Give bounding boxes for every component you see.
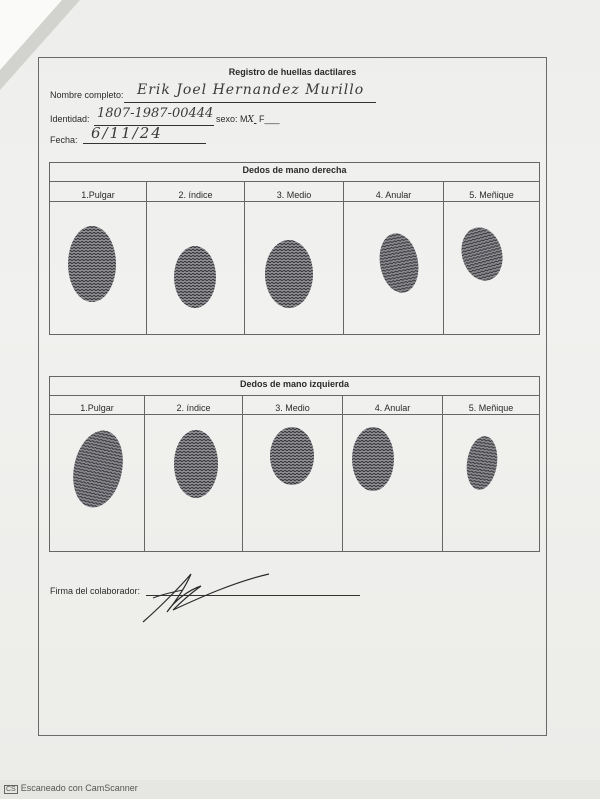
fingerprint-icon [172,243,218,311]
right-hand-row [50,181,539,334]
finger-cell [444,181,539,334]
form-title: Registro de huellas dactilares [228,67,357,77]
date-row [50,135,78,145]
signature-image [139,568,274,628]
left-hand-row [50,395,539,551]
finger-label: 1.Pulgar [50,402,144,415]
finger-label: 1.Pulgar [50,189,146,202]
fingerprint-icon [349,425,397,493]
finger-cell [343,395,443,551]
finger-label: 2. índice [145,402,242,415]
fingerprint-icon [464,433,500,493]
finger-cell [50,395,145,551]
name-label: Nombre completo: [50,90,124,100]
id-label: Identidad: [50,114,90,124]
finger-cell [147,181,245,334]
finger-cell [245,181,344,334]
finger-label: 5. Meñique [444,189,539,202]
sex-f-label: F [258,114,265,124]
right-hand-table [49,162,540,335]
fingerprint-icon [377,231,421,295]
scanner-text: Escaneado con CamScanner [20,783,138,793]
finger-label: 4. Anular [343,402,442,415]
finger-cell [50,181,147,334]
left-hand-table [49,376,540,552]
fingerprint-icon [70,427,126,511]
name-value: Erik Joel Hernandez Murillo [137,82,365,98]
name-underline [124,102,376,103]
date-underline [83,143,206,144]
right-hand-title: Dedos de mano derecha [50,163,539,182]
fingerprint-icon [65,223,119,305]
fingerprint-form [38,57,547,736]
name-row [50,90,124,100]
finger-cell [243,395,343,551]
date-value: 6/11/24 [91,124,163,142]
fingerprint-icon [171,427,221,501]
finger-cell [344,181,444,334]
fingerprint-icon [460,225,504,283]
finger-cell [145,395,243,551]
camscanner-badge: CS [6,786,16,793]
id-row [50,114,90,124]
fingerprint-icon [268,425,316,487]
signature-row [50,586,140,596]
sex-mark: X [247,115,254,125]
fingerprint-icon [263,237,315,311]
scanner-footer [4,783,138,794]
finger-label: 3. Medio [243,402,342,415]
finger-label: 5. Meñique [443,402,539,415]
finger-label: 3. Medio [245,189,343,202]
id-value: 1807-1987-00444 [97,106,214,121]
finger-cell [443,395,539,551]
sex-row: sexo: MX F___ [216,114,280,125]
left-hand-title: Dedos de mano izquierda [50,377,539,396]
signature-label: Firma del colaborador: [50,586,141,596]
sex-label: sexo: M [216,114,248,124]
finger-label: 2. índice [147,189,244,202]
finger-label: 4. Anular [344,189,443,202]
date-label: Fecha: [50,135,78,145]
